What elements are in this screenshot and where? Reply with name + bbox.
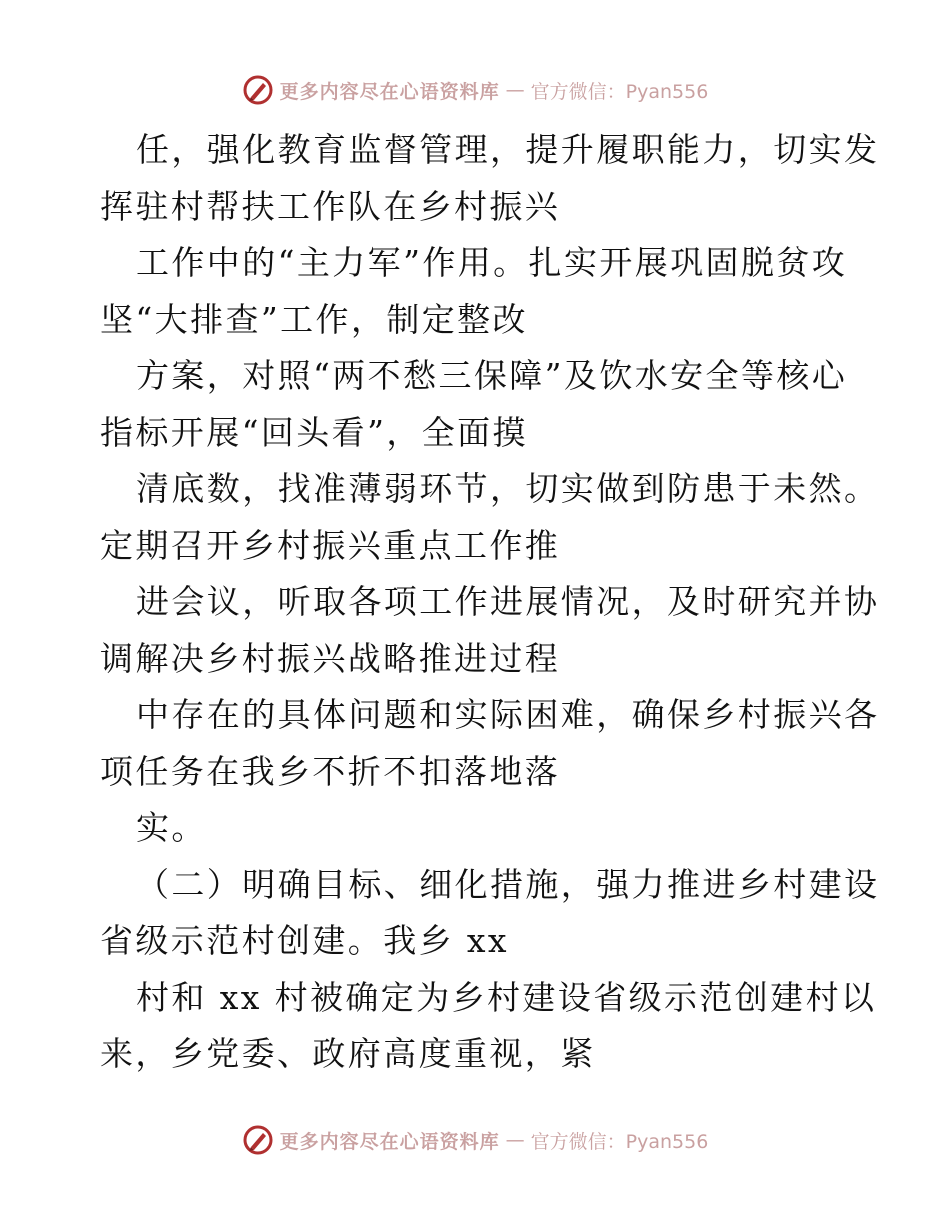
banner-dash: — [505,1129,525,1151]
body-line: （二）明确目标、细化措施，强力推进乡村建设 [136,864,880,904]
body-line: 中存在的具体问题和实际困难，确保乡村振兴各 [136,695,880,734]
banner-brand-text: 更多内容尽在心语资料库 [279,80,500,103]
body-line: 坚“大排查”工作，制定整改 [100,299,528,339]
banner-brand-text: 更多内容尽在心语资料库 [279,1130,500,1153]
pen-logo-icon [242,1124,274,1156]
body-line: 村和 xx 村被确定为乡村建设省级示范创建村以 [136,977,877,1017]
body-line: 指标开展“回头看”，全面摸 [100,412,528,452]
body-line: 任，强化教育监督管理，提升履职能力，切实发 [136,130,880,169]
body-line: 项任务在我乡不折不扣落地落 [100,751,561,791]
body-line: 方案，对照“两不愁三保障”及饮水安全等核心 [136,356,848,395]
body-line: 工作中的“主力军”作用。扎实开展巩固脱贫攻 [136,243,848,282]
body-line: 清底数，找准薄弱环节，切实做到防患于未然。 [136,469,880,508]
header-banner [0,70,950,110]
body-line: 调解决乡村振兴战略推进过程 [100,638,561,678]
banner-contact-text: 官方微信：Pyan556 [530,1130,709,1153]
body-line: 定期召开乡村振兴重点工作推 [100,525,561,565]
body-line: 挥驻村帮扶工作队在乡村振兴 [100,186,561,226]
body-line: 来，乡党委、政府高度重视，紧 [100,1034,596,1073]
body-line: 省级示范村创建。我乡 xx [100,921,509,960]
banner-contact-text: 官方微信：Pyan556 [530,80,709,103]
body-line: 进会议，听取各项工作进展情况，及时研究并协 [136,582,880,621]
footer-banner [0,1120,950,1160]
document-body [100,122,880,1083]
pen-logo-icon [242,74,274,106]
banner-dash: — [505,79,525,101]
body-line: 实。 [136,808,207,847]
